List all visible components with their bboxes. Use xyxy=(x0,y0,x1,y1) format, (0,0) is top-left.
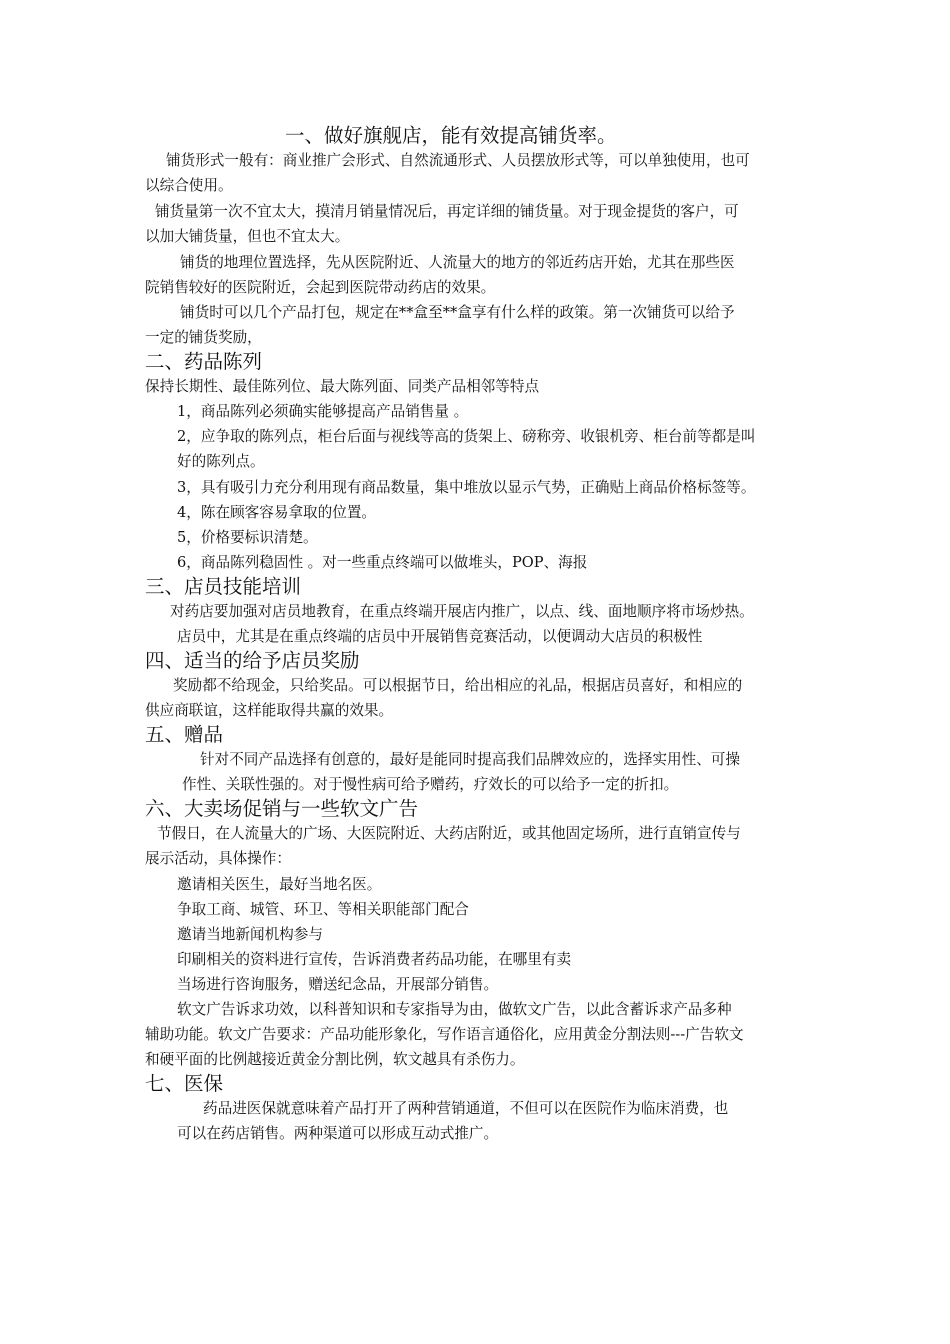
paragraph-line: 药品进医保就意味着产品打开了两种营销通道，不但可以在医院作为临床消费，也 xyxy=(203,1100,729,1117)
list-item: 好的陈列点。 xyxy=(177,453,265,470)
paragraph-line: 保持长期性、最佳陈列位、最大陈列面、同类产品相邻等特点 xyxy=(145,378,540,395)
paragraph-line: 铺货量第一次不宜太大，摸清月销量情况后，再定详细的铺货量。对于现金提货的客户，可 xyxy=(155,203,739,220)
paragraph-line: 供应商联谊，这样能取得共赢的效果。 xyxy=(145,702,394,719)
paragraph-line: 对药店要加强对店员地教育，在重点终端开展店内推广，以点、线、面地顺序将市场炒热。 xyxy=(170,603,754,620)
paragraph-line: 以综合使用。 xyxy=(145,177,233,194)
paragraph-line: 和硬平面的比例越接近黄金分割比例，软文越具有杀伤力。 xyxy=(145,1051,525,1068)
list-item: 3，具有吸引力充分利用现有商品数量，集中堆放以显示气势，正确贴上商品价格标签等。 xyxy=(177,479,756,496)
list-item: 争取工商、城管、环卫、等相关职能部门配合 xyxy=(177,901,469,918)
paragraph-line: 铺货的地理位置选择，先从医院附近、人流量大的地方的邻近药店开始，尤其在那些医 xyxy=(180,254,735,271)
paragraph-line: 软文广告诉求功效，以科普知识和专家指导为由，做软文广告，以此含蓄诉求产品多种 xyxy=(177,1001,732,1018)
paragraph-line: 一定的铺货奖励， xyxy=(145,329,262,346)
list-item: 6，商品陈列稳固性 。对一些重点终端可以做堆头，POP、海报 xyxy=(177,554,588,571)
paragraph-line: 铺货形式一般有：商业推广会形式、自然流通形式、人员摆放形式等，可以单独使用，也可 xyxy=(166,152,750,169)
paragraph-line: 奖励都不给现金，只给奖品。可以根据节日，给出相应的礼品，根据店员喜好，和相应的 xyxy=(173,677,743,694)
list-item: 4，陈在顾客容易拿取的位置。 xyxy=(177,504,377,521)
list-item: 邀请当地新闻机构参与 xyxy=(177,926,323,943)
section-heading: 六、大卖场促销与一些软文广告 xyxy=(145,797,419,820)
list-item: 2，应争取的陈列点，柜台后面与视线等高的货架上、磅称旁、收银机旁、柜台前等都是叫 xyxy=(177,428,756,445)
paragraph-line: 铺货时可以几个产品打包，规定在**盒至**盒享有什么样的政策。第一次铺货可以给予 xyxy=(180,304,735,321)
list-item: 当场进行咨询服务，赠送纪念品，开展部分销售。 xyxy=(177,976,499,993)
paragraph-line: 店员中，尤其是在重点终端的店员中开展销售竞赛活动，以便调动大店员的积极性 xyxy=(177,628,703,645)
paragraph-line: 可以在药店销售。两种渠道可以形成互动式推广。 xyxy=(177,1125,499,1142)
section-heading: 四、适当的给予店员奖励 xyxy=(145,649,360,672)
paragraph-line: 节假日，在人流量大的广场、大医院附近、大药店附近，或其他固定场所，进行直销宣传与 xyxy=(157,825,741,842)
section-heading: 七、医保 xyxy=(145,1072,224,1095)
paragraph-line: 院销售较好的医院附近，会起到医院带动药店的效果。 xyxy=(145,279,496,296)
paragraph-line: 辅助功能。软文广告要求：产品功能形象化，写作语言通俗化，应用黄金分割法则---广告软文 xyxy=(145,1026,744,1043)
section-heading: 二、药品陈列 xyxy=(145,350,263,373)
list-item: 1，商品陈列必须确实能够提高产品销售量 。 xyxy=(177,403,469,420)
section-heading: 五、赠品 xyxy=(145,723,224,746)
paragraph-line: 作性、关联性强的。对于慢性病可给予赠药，疗效长的可以给予一定的折扣。 xyxy=(182,776,679,793)
list-item: 邀请相关医生，最好当地名医。 xyxy=(177,876,382,893)
page-title: 一、做好旗舰店，能有效提高铺货率。 xyxy=(285,124,617,147)
section-heading: 三、店员技能培训 xyxy=(145,575,302,598)
list-item: 5，价格要标识清楚。 xyxy=(177,529,318,546)
list-item: 印刷相关的资料进行宣传，告诉消费者药品功能，在哪里有卖 xyxy=(177,951,572,968)
paragraph-line: 针对不同产品选择有创意的，最好是能同时提高我们品牌效应的，选择实用性、可操 xyxy=(200,751,740,768)
paragraph-line: 展示活动，具体操作： xyxy=(145,850,291,867)
paragraph-line: 以加大铺货量，但也不宜太大。 xyxy=(145,228,350,245)
